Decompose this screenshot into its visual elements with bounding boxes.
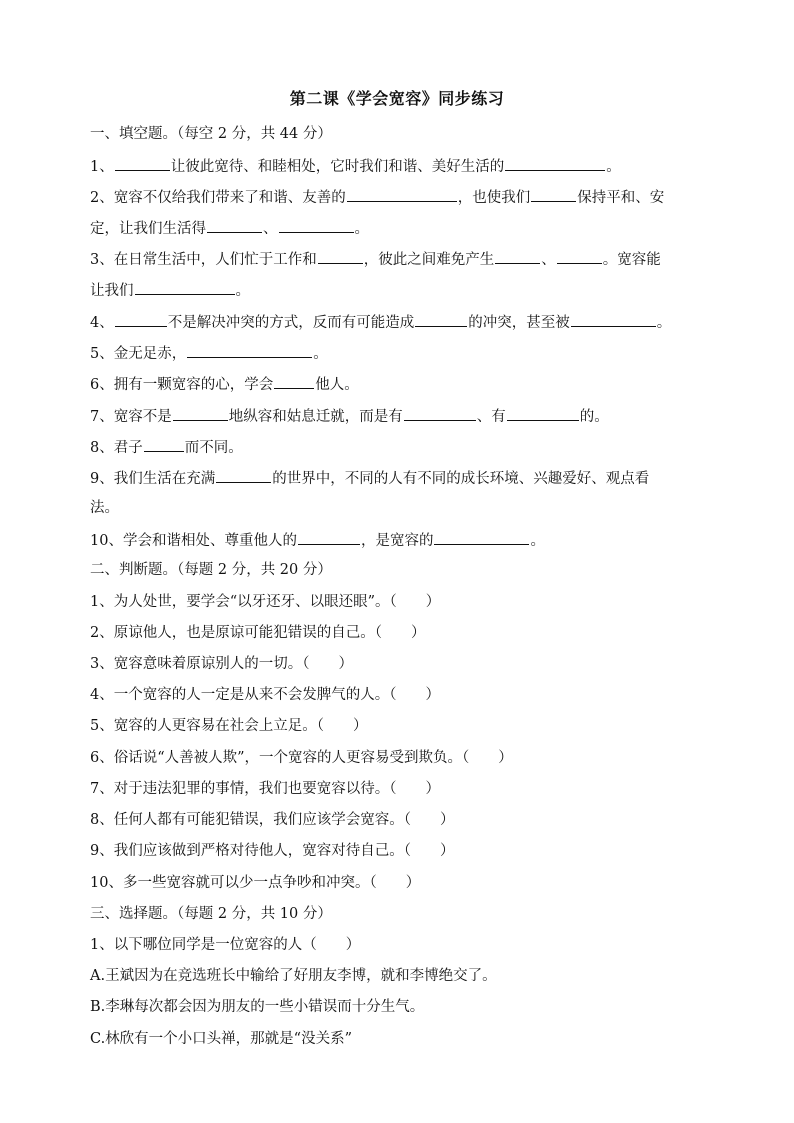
judge-item: 2、原谅他人，也是原谅可能犯错误的自己。（ ） (90, 625, 426, 641)
answer-blank[interactable] (173, 405, 228, 421)
answer-blank[interactable] (274, 373, 314, 389)
answer-blank[interactable] (144, 436, 184, 452)
answer-blank[interactable] (207, 217, 262, 233)
answer-blank[interactable] (505, 155, 605, 171)
choice-option-c: C.林欣有一个小口头禅，那就是“没关系” (90, 1031, 353, 1047)
answer-blank[interactable] (571, 311, 656, 327)
judge-item: 7、对于违法犯罪的事情，我们也要宽容以待。（ ） (90, 781, 440, 797)
judge-item: 8、任何人都有可能犯错误，我们应该学会宽容。（ ） (90, 812, 455, 828)
answer-blank[interactable] (495, 248, 540, 264)
judge-item: 6、俗话说“人善被人欺”，一个宽容的人更容易受到欺负。（ ） (90, 750, 513, 766)
choice-option-b: B.李琳每次都会因为朋友的一些小错误而十分生气。 (90, 999, 425, 1015)
judge-item: 3、宽容意味着原谅别人的一切。（ ） (90, 656, 353, 672)
answer-blank[interactable] (298, 529, 360, 545)
question-7: 7、宽容不是 地纵容和姑息迁就，而是有 、有 的。 (90, 405, 710, 427)
choice-question-1: 1、以下哪位同学是一位宽容的人（ ） (90, 937, 361, 953)
answer-blank[interactable] (135, 279, 235, 295)
page-title: 第二课《学会宽容》同步练习 (289, 89, 505, 108)
section-heading-fill-blank: 一、填空题。（每空 2 分，共 44 分） (90, 126, 332, 142)
judge-item: 4、一个宽容的人一定是从来不会发脾气的人。（ ） (90, 687, 440, 703)
answer-blank[interactable] (318, 248, 363, 264)
answer-blank[interactable] (434, 529, 529, 545)
answer-blank[interactable] (187, 342, 312, 358)
answer-blank[interactable] (531, 186, 576, 202)
question-4: 4、 不是解决冲突的方式，反而有可能造成 的冲突，甚至被 。 (90, 311, 710, 333)
answer-blank[interactable] (216, 467, 271, 483)
answer-blank[interactable] (279, 217, 354, 233)
answer-blank[interactable] (347, 186, 457, 202)
answer-blank[interactable] (115, 311, 167, 327)
question-6: 6、拥有一颗宽容的心，学会 他人。 (90, 373, 710, 395)
answer-blank[interactable] (557, 248, 602, 264)
question-3-line-2: 让我们 。 (90, 279, 710, 301)
question-10: 10、学会和谐相处、尊重他人的 ，是宽容的 。 (90, 529, 710, 551)
question-1: 1、 让彼此宽待、和睦相处，它时我们和谐、美好生活的 。 (90, 155, 710, 177)
answer-blank[interactable] (507, 405, 579, 421)
question-2-line-2: 定，让我们生活得 、 。 (90, 217, 710, 239)
question-8: 8、君子 而不同。 (90, 436, 710, 458)
question-9-line-1: 9、我们生活在充满 的世界中，不同的人有不同的成长环境、兴趣爱好、观点看 (90, 467, 710, 489)
answer-blank[interactable] (404, 405, 476, 421)
question-5: 5、金无足赤， 。 (90, 342, 710, 364)
judge-item: 5、宽容的人更容易在社会上立足。（ ） (90, 718, 368, 734)
question-3-line-1: 3、在日常生活中，人们忙于工作和 ，彼此之间难免产生 、 。宽容能 (90, 248, 710, 270)
answer-blank[interactable] (415, 311, 467, 327)
judge-item: 10、多一些宽容就可以少一点争吵和冲突。（ ） (90, 875, 421, 891)
answer-blank[interactable] (115, 155, 170, 171)
section-heading-true-false: 二、判断题。（每题 2 分，共 20 分） (90, 562, 332, 578)
question-9-line-2: 法。 (90, 500, 119, 516)
question-2-line-1: 2、宽容不仅给我们带来了和谐、友善的 ，也使我们 保持平和、安 (90, 186, 710, 208)
judge-item: 1、为人处世，要学会“以牙还牙、以眼还眼”。（ ） (90, 594, 441, 610)
section-heading-multiple-choice: 三、选择题。（每题 2 分，共 10 分） (90, 906, 332, 922)
choice-option-a: A.王斌因为在竞选班长中输给了好朋友李博，就和李博绝交了。 (90, 968, 497, 984)
judge-item: 9、我们应该做到严格对待他人，宽容对待自己。（ ） (90, 843, 455, 859)
